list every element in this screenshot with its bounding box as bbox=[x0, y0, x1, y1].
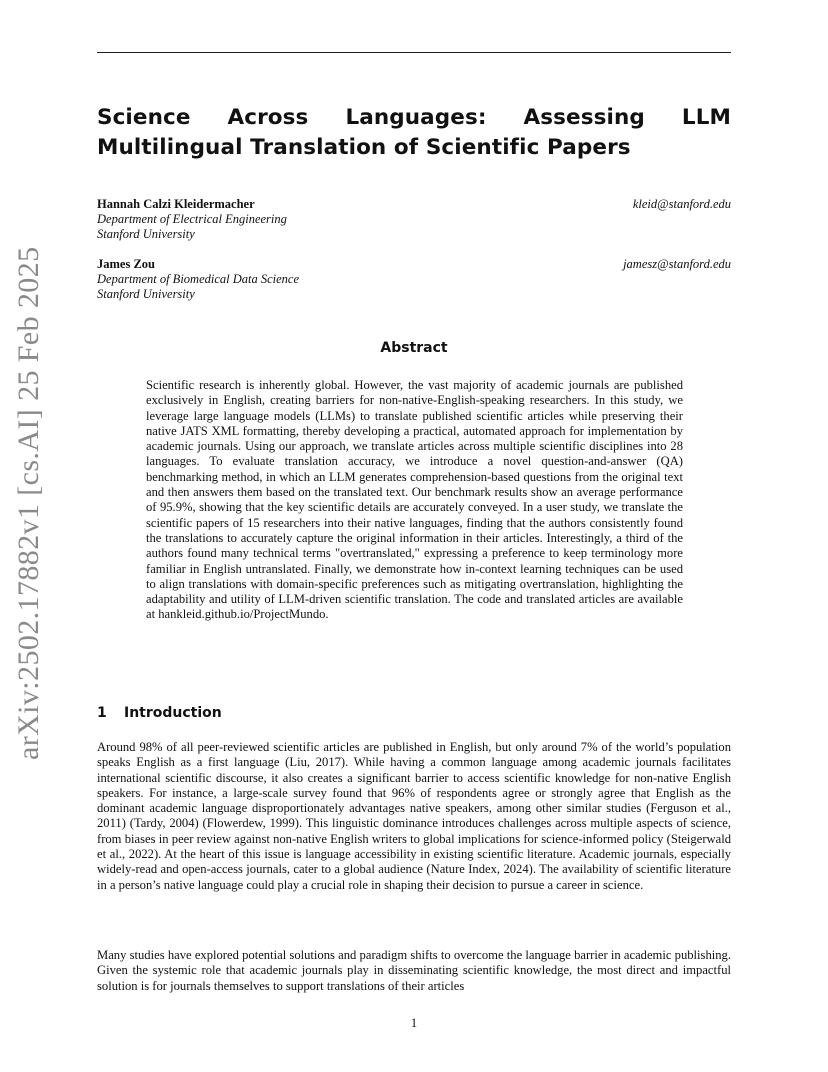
author-email: jamesz@stanford.edu bbox=[623, 257, 731, 271]
author-department: Department of Electrical Engineering bbox=[97, 212, 287, 226]
author-institution: Stanford University bbox=[97, 227, 195, 241]
author-block-1 bbox=[97, 197, 731, 242]
author-block-2 bbox=[97, 257, 731, 302]
intro-paragraph: Around 98% of all peer-reviewed scientific articles are published in English, but only around 7% of the world’s population speaks English as a first language (Liu, 2017). While having a common language among academic journals facilitates international scientific discourse, it also creates a significant barrier to access scientific knowledge for non-native English speakers. For instance, a large-scale survey found that 96% of respondents agree or strongly agree that English as the dominant academic language disproportionately advantages native speakers, among other similar studies (Ferguson et al., 2011) (Tardy, 2004) (Flowerdew, 1999). This linguistic dominance introduces challenges across multiple aspects of science, from biases in peer review against non-native English writers to global implications for science-informed policy (Steigerwald et al., 2022). At the heart of this issue is language accessibility in existing scientific literature. Academic journals, especially widely-read and open-access journals, cater to a global audience (Nature Index, 2024). The availability of scientific literature in a person’s native language could play a crucial role in shaping their decision to pursue a career in science. bbox=[97, 740, 731, 892]
abstract-text: Scientific research is inherently global. However, the vast majority of academic journals are published exclusively in English, creating barriers for non-native-English-speaking researchers. In this study, we leverage large language models (LLMs) to translate published scientific articles while preserving their native JATS XML formatting, thereby developing a practical, automated approach for implementation by academic journals. Using our approach, we translate articles across multiple scientific disciplines into 28 languages. To evaluate translation accuracy, we introduce a novel question-and-answer (QA) benchmarking method, in which an LLM generates comprehension-based questions from the original text and then answers them based on the translated text. Our benchmark results show an average performance of 95.9%, showing that the key scientific details are accurately conveyed. In a user study, we translate the scientific papers of 15 researchers into their native languages, finding that the authors consistently found the translations to accurately capture the original information in their articles. Interestingly, a third of the authors found many technical terms "overtranslated," expressing a preference to keep terminology more familiar in English untranslated. Finally, we demonstrate how in-context learning techniques can be used to align translations with domain-specific preferences such as mitigating overtranslation, highlighting the adaptability and utility of LLM-driven scientific translation. The code and translated articles are available at hankleid.github.io/ProjectMundo. bbox=[146, 378, 683, 622]
section-title: Introduction bbox=[124, 705, 222, 721]
section-number: 1 bbox=[97, 705, 107, 721]
paper-title: Science Across Languages: Assessing LLM Multilingual Translation of Scientific Papers bbox=[97, 105, 731, 160]
author-name: James Zou bbox=[97, 257, 155, 271]
author-department: Department of Biomedical Data Science bbox=[97, 272, 300, 286]
author-email: kleid@stanford.edu bbox=[632, 197, 731, 211]
author-name: Hannah Calzi Kleidermacher bbox=[97, 197, 255, 211]
abstract-heading: Abstract bbox=[380, 340, 448, 356]
top-rule bbox=[97, 52, 731, 53]
author-institution: Stanford University bbox=[97, 287, 195, 301]
section-heading bbox=[97, 705, 222, 721]
page-number: 1 bbox=[410, 1016, 418, 1030]
intro-paragraph: Many studies have explored potential solutions and paradigm shifts to overcome the language barrier in academic publishing. Given the systemic role that academic journals play in disseminating scientific knowledge, the most direct and impactful solution is for journals themselves to support translations of their articles bbox=[97, 948, 731, 993]
arxiv-stamp: arXiv:2502.17882v1 [cs.AI] 25 Feb 2025 bbox=[12, 246, 45, 760]
